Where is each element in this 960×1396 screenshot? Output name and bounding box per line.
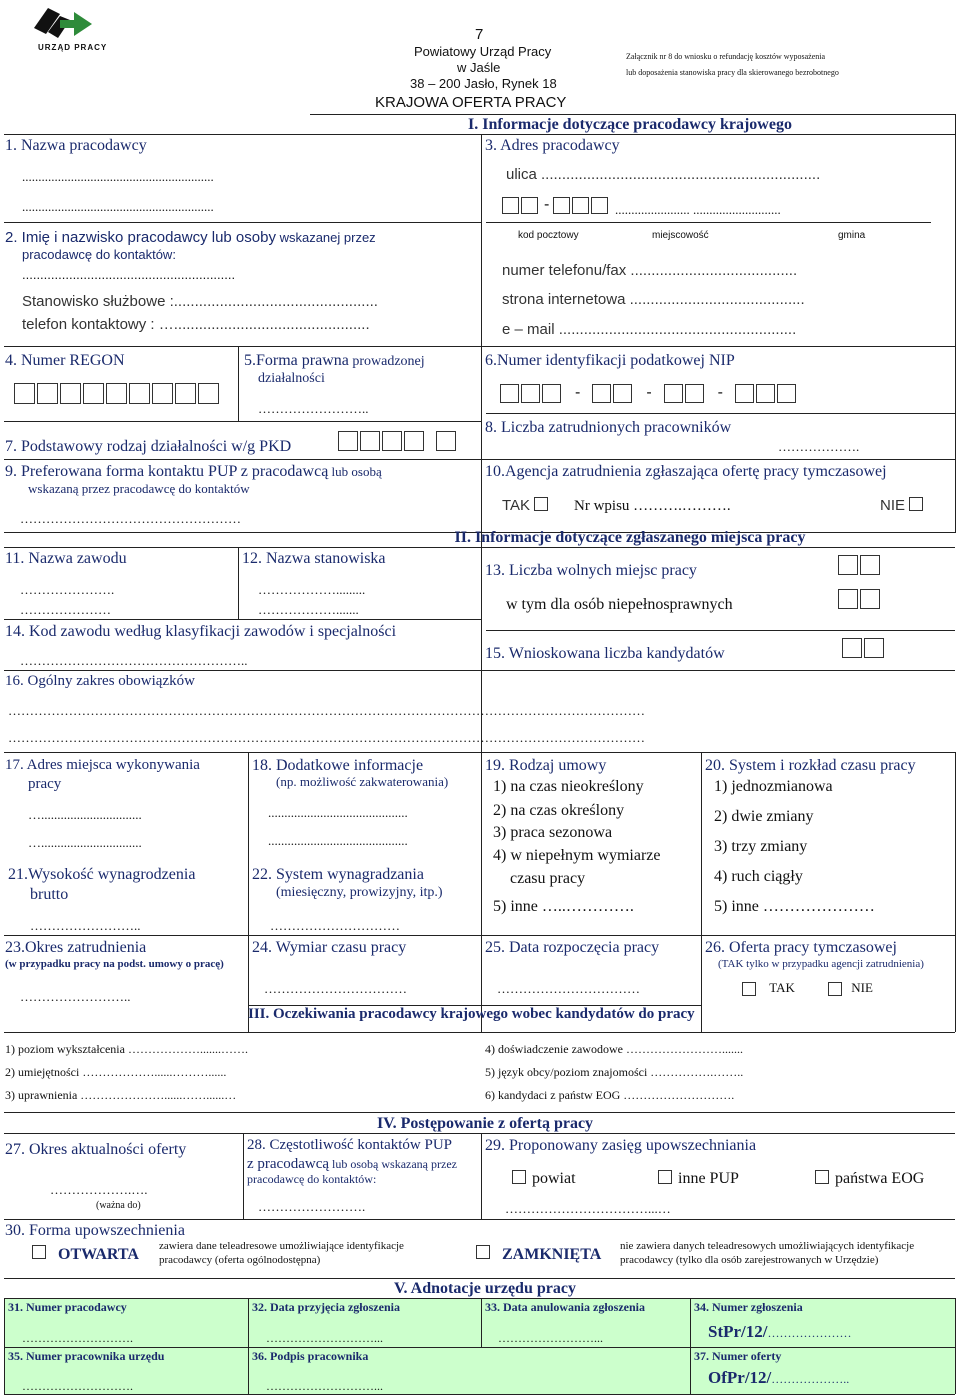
- f16-dots2[interactable]: …………………………………………………………………………………………………………………………………: [8, 730, 645, 745]
- f13-disabled-boxes[interactable]: [838, 589, 882, 609]
- f25-dots[interactable]: ……………………………: [497, 981, 640, 996]
- f20-option-2[interactable]: 2) dwie zmiany: [714, 808, 814, 825]
- page-number: 7: [475, 26, 484, 43]
- f24-label: 24. Wymiar czasu pracy: [252, 939, 407, 956]
- annex-line1: Załącznik nr 8 do wniosku o refundację kosztów wyposażenia: [626, 52, 826, 61]
- f17-label: 17. Adres miejsca wykonywania: [5, 757, 200, 773]
- logo-text: URZĄD PRACY: [38, 43, 108, 52]
- f34-value-dots: …………………: [767, 1326, 852, 1340]
- f14-label: 14. Kod zawodu według klasyfikacji zawodów i specjalności: [5, 623, 397, 640]
- office-line1: Powiatowy Urząd Pracy: [414, 44, 552, 59]
- f30-closed-desc2: pracodawcy (tylko dla osób zarejestrowanych w Urzędzie): [620, 1254, 879, 1266]
- f37-label: 37. Numer oferty: [694, 1349, 782, 1363]
- f18-label: 18. Dodatkowe informacje: [252, 757, 424, 774]
- f13-sub: w tym dla osób niepełnosprawnych: [506, 596, 733, 613]
- f20-label: 20. System i rozkład czasu pracy: [705, 757, 916, 774]
- f20-option-1[interactable]: 1) jednozmianowa: [714, 778, 833, 795]
- f29-county-label: powiat: [532, 1170, 576, 1187]
- f32-label: 32. Data przyjęcia zgłoszenia: [252, 1300, 400, 1314]
- f13-boxes[interactable]: [838, 555, 882, 575]
- f11-dots2[interactable]: …………………: [20, 602, 111, 617]
- email-field[interactable]: e – mail .........................................................: [502, 321, 797, 338]
- f10-yes-label: TAK: [502, 497, 531, 514]
- f36-dots[interactable]: ………………………...: [266, 1379, 383, 1393]
- expect-experience[interactable]: 4) doświadczenie zawodowe …………………….......: [485, 1042, 743, 1056]
- f30-open-checkbox[interactable]: [32, 1245, 46, 1259]
- form-title: KRAJOWA OFERTA PRACY: [375, 94, 567, 111]
- f30-closed-label: ZAMKNIĘTA: [502, 1246, 602, 1263]
- f17-line2: pracy: [28, 776, 62, 792]
- f8-dots[interactable]: ……………….: [778, 439, 860, 454]
- nip-dash-1: -: [575, 384, 581, 402]
- f20-option-3[interactable]: 3) trzy zmiany: [714, 838, 808, 855]
- f30-open-option[interactable]: [32, 1243, 48, 1261]
- f9-dots[interactable]: ……………………………………………: [20, 511, 241, 526]
- commune-caption: gmina: [838, 230, 866, 241]
- f1-dots1[interactable]: ...........................................................: [22, 169, 214, 184]
- nip-boxes[interactable]: [500, 384, 798, 403]
- f33-dots[interactable]: ……………………...: [498, 1331, 603, 1345]
- f2-label-rest: wskazanej przez: [275, 230, 376, 245]
- f2-dots[interactable]: ...........................................................: [22, 267, 236, 282]
- f15-boxes[interactable]: [842, 638, 886, 658]
- f4-label: 4. Numer REGON: [5, 352, 125, 369]
- f37-value-prefix: OfPr/12/: [708, 1368, 772, 1387]
- f10-yes[interactable]: [502, 497, 550, 514]
- expect-education[interactable]: 1) poziom wykształcenia ……………….......…….: [5, 1042, 248, 1056]
- f21-line2: brutto: [30, 886, 69, 903]
- f21-label: 21.Wysokość wynagrodzenia: [8, 866, 196, 883]
- city-dots[interactable]: ....................... ...........................: [615, 202, 781, 217]
- postcode-boxes[interactable]: [502, 196, 610, 214]
- f19-option-2[interactable]: 2) na czas określony: [493, 802, 625, 819]
- f30-closed-desc1: nie zawiera danych teleadresowych umożliwiających identyfikacje: [620, 1240, 915, 1252]
- f31-label: 31. Numer pracodawcy: [8, 1300, 127, 1314]
- f29-other-pup-checkbox[interactable]: [658, 1170, 672, 1184]
- f29-eea-checkbox[interactable]: [815, 1170, 829, 1184]
- f7-label: 7. Podstawowy rodzaj działalności w/g PKD: [5, 438, 292, 455]
- f14-dots[interactable]: ……………………………………………..: [20, 653, 248, 668]
- f5-label-rest: prowadzonej: [348, 354, 425, 369]
- annex-line2: lub doposażenia stanowiska pracy dla skierowanego bezrobotnego: [626, 68, 839, 77]
- f29-option-other-pup[interactable]: [658, 1170, 739, 1188]
- f22-dots[interactable]: …………………………: [270, 918, 400, 933]
- f19-label: 19. Rodzaj umowy: [485, 757, 607, 774]
- f26-yes[interactable]: [742, 981, 795, 996]
- f28-line2-main: z pracodawcą: [247, 1156, 330, 1172]
- f28-line3: pracodawcę do kontaktów:: [247, 1172, 377, 1186]
- f17-dots1[interactable]: …...............................: [28, 807, 142, 822]
- f18-sub: (np. możliwość zakwaterowania): [276, 774, 449, 789]
- f30-label: 30. Forma upowszechnienia: [5, 1222, 185, 1239]
- f13-label: 13. Liczba wolnych miejsc pracy: [485, 562, 697, 579]
- f34-value[interactable]: [708, 1322, 852, 1342]
- f16-label: 16. Ogólny zakres obowiązków: [5, 673, 195, 689]
- f19-option-3[interactable]: 3) praca sezonowa: [493, 824, 613, 841]
- f5-line2: działalności: [258, 371, 325, 386]
- f1-dots2[interactable]: ...........................................................: [22, 199, 214, 214]
- regon-boxes[interactable]: [14, 383, 221, 404]
- f37-value[interactable]: [708, 1368, 849, 1388]
- f26-label: 26. Oferta pracy tymczasowej: [705, 939, 897, 956]
- section2-title: II. Informacje dotyczące zgłaszanego miejsca pracy: [454, 529, 806, 546]
- f36-label: 36. Podpis pracownika: [252, 1349, 369, 1363]
- f6-label: 6.Numer identyfikacji podatkowej NIP: [485, 352, 735, 369]
- postcode-dash: -: [544, 196, 550, 213]
- nip-dash-3: -: [717, 384, 723, 402]
- f23-sub: (w przypadku pracy na podst. umowy o pracę): [5, 958, 224, 970]
- f26-yes-checkbox[interactable]: [742, 982, 756, 996]
- section4-title: IV. Postępowanie z ofertą pracy: [376, 1115, 594, 1132]
- f5-label: [244, 352, 425, 370]
- f5-label-main: 5.Forma prawna: [244, 352, 349, 369]
- f24-dots[interactable]: ……………………………: [264, 981, 407, 996]
- postcode-caption: kod pocztowy: [518, 230, 579, 241]
- f23-dots[interactable]: ……………………..: [20, 989, 131, 1004]
- f16-dots1[interactable]: …………………………………………………………………………………………………………………………………: [8, 703, 645, 718]
- f9-label: [5, 463, 382, 481]
- f12-dots2[interactable]: ……………….......: [258, 602, 359, 617]
- f28-line2-rest: lub osobą wskazaną przez: [329, 1157, 457, 1171]
- logo-icon: [30, 2, 110, 42]
- f20-option-5[interactable]: 5) inne …………………: [714, 898, 875, 915]
- f29-other-pup-label: inne PUP: [678, 1170, 739, 1187]
- f22-sub: (miesięczny, prowizyjny, itp.): [276, 885, 443, 900]
- expect-eea[interactable]: 6) kandydaci z państw EOG ……………………….: [485, 1088, 735, 1102]
- f1-label: 1. Nazwa pracodawcy: [5, 137, 147, 154]
- f26-no-checkbox[interactable]: [828, 982, 842, 996]
- f26-yes-label: TAK: [769, 980, 795, 995]
- expect-language[interactable]: 5) język obcy/poziom znajomości …………….……..: [485, 1065, 744, 1079]
- f29-label: 29. Proponowany zasięg upowszechniania: [485, 1137, 757, 1154]
- f27-sub: (ważna do): [96, 1200, 141, 1211]
- f26-no-label: NIE: [851, 980, 873, 995]
- f23-label: 23.Okres zatrudnienia: [5, 939, 147, 956]
- position-field[interactable]: Stanowisko służbowe :.................................................: [22, 293, 378, 310]
- city-caption: miejscowość: [652, 230, 709, 241]
- f30-open-label: OTWARTA: [58, 1246, 139, 1263]
- section5-title: V. Adnotacje urzędu pracy: [394, 1280, 576, 1297]
- phone-field[interactable]: telefon kontaktowy : …...............................................: [22, 316, 370, 333]
- expect-licenses[interactable]: 3) uprawnienia …………………......……......…: [5, 1088, 237, 1102]
- f29-dots[interactable]: ……………………………...…: [505, 1201, 671, 1216]
- office-line2: w Jaśle: [457, 60, 501, 75]
- f9-label-rest: lub osobą: [328, 464, 382, 479]
- f30-open-desc2: pracodawcy (oferta ogólnodostępna): [159, 1254, 321, 1266]
- f29-eea-label: państwa EOG: [835, 1170, 925, 1187]
- f34-label: 34. Numer zgłoszenia: [694, 1300, 803, 1314]
- f22-label: 22. System wynagradzania: [252, 866, 424, 883]
- f29-county-checkbox[interactable]: [512, 1170, 526, 1184]
- f17-dots2[interactable]: …...............................: [28, 835, 142, 850]
- f9-line2: wskazaną przez pracodawcę do kontaktów: [28, 481, 250, 496]
- f27-dots[interactable]: ……………….….: [50, 1182, 148, 1197]
- f2-label-main: 2. Imię i nazwisko pracodawcy lub osoby: [5, 229, 276, 246]
- f19-option-1[interactable]: 1) na czas nieokreślony: [493, 778, 644, 795]
- f2-label-line2: pracodawcę do kontaktów:: [22, 247, 176, 262]
- f10-no-checkbox[interactable]: [909, 497, 923, 511]
- f11-label: 11. Nazwa zawodu: [5, 550, 127, 567]
- f11-dots1[interactable]: ………………….: [20, 582, 115, 597]
- f19-option-5[interactable]: 5) inne …..………….: [493, 898, 634, 915]
- logo: [30, 2, 110, 54]
- section1-title: I. Informacje dotyczące pracodawcy krajowego: [468, 116, 792, 133]
- f10-yes-checkbox[interactable]: [534, 497, 548, 511]
- f30-closed-checkbox[interactable]: [476, 1245, 490, 1259]
- f9-label-main: 9. Preferowana forma kontaktu PUP z pracodawcą: [5, 463, 329, 480]
- f19-option-4[interactable]: 4) w niepełnym wymiarze: [493, 847, 661, 864]
- nip-dash-2: -: [646, 384, 652, 402]
- f10-label: 10.Agencja zatrudnienia zgłaszająca ofertę pracy tymczasowej: [485, 463, 887, 480]
- f15-label: 15. Wnioskowana liczba kandydatów: [485, 645, 725, 662]
- f5-dots[interactable]: ……………………..: [258, 401, 369, 416]
- f26-no[interactable]: [828, 981, 873, 996]
- f28-line2: [247, 1156, 457, 1173]
- f33-label: 33. Data anulowania zgłoszenia: [485, 1300, 646, 1314]
- f18-dots2[interactable]: ...........................................: [268, 833, 408, 848]
- pkd-boxes[interactable]: [338, 431, 458, 451]
- office-line3: 38 – 200 Jasło, Rynek 18: [410, 76, 557, 91]
- expect-skills[interactable]: 2) umiejętności ………………......………......: [5, 1065, 227, 1079]
- f35-label: 35. Numer pracownika urzędu: [8, 1349, 165, 1363]
- f28-label: 28. Częstotliwość kontaktów PUP: [247, 1137, 452, 1153]
- f32-dots[interactable]: ………………………...: [266, 1331, 383, 1345]
- f25-label: 25. Data rozpoczęcia pracy: [485, 939, 660, 956]
- f28-dots[interactable]: …………………….: [258, 1199, 366, 1214]
- f3-label: 3. Adres pracodawcy: [485, 137, 620, 154]
- f34-value-prefix: StPr/12/: [708, 1322, 768, 1341]
- f27-label: 27. Okres aktualności oferty: [5, 1141, 187, 1158]
- f35-dots[interactable]: ……………………….: [22, 1379, 133, 1393]
- f8-label: 8. Liczba zatrudnionych pracowników: [485, 419, 732, 436]
- f21-dots[interactable]: ……………………..: [30, 918, 141, 933]
- f30-closed-option[interactable]: [476, 1243, 492, 1261]
- f20-option-4[interactable]: 4) ruch ciągły: [714, 868, 803, 885]
- f29-option-county[interactable]: [512, 1170, 576, 1188]
- f10-reg-no[interactable]: Nr wpisu ……….……….: [574, 498, 731, 514]
- website-field[interactable]: strona internetowa ..........................................: [502, 291, 805, 308]
- f10-no-label: NIE: [880, 497, 906, 514]
- f2-label: [5, 229, 376, 246]
- f29-option-eea[interactable]: [815, 1170, 924, 1188]
- f30-open-desc1: zawiera dane teleadresowe umożliwiające identyfikacje: [159, 1240, 404, 1252]
- f31-dots[interactable]: ……………………….: [22, 1331, 133, 1345]
- f12-label: 12. Nazwa stanowiska: [242, 550, 386, 567]
- phone-fax-field[interactable]: numer telefonu/fax ........................................: [502, 262, 798, 279]
- f18-dots1[interactable]: ...........................................: [268, 805, 408, 820]
- f37-value-dots: ………………..: [771, 1372, 850, 1386]
- f26-sub: (TAK tylko w przypadku agencji zatrudnienia): [718, 958, 924, 970]
- f12-dots1[interactable]: ……………….........: [258, 582, 366, 597]
- f10-no[interactable]: [880, 497, 925, 514]
- street-field[interactable]: ulica ...................................................................: [506, 166, 821, 183]
- section3-title: III. Oczekiwania pracodawcy krajowego wobec kandydatów do pracy: [248, 1006, 695, 1022]
- f19-option-4-line2: czasu pracy: [510, 870, 586, 887]
